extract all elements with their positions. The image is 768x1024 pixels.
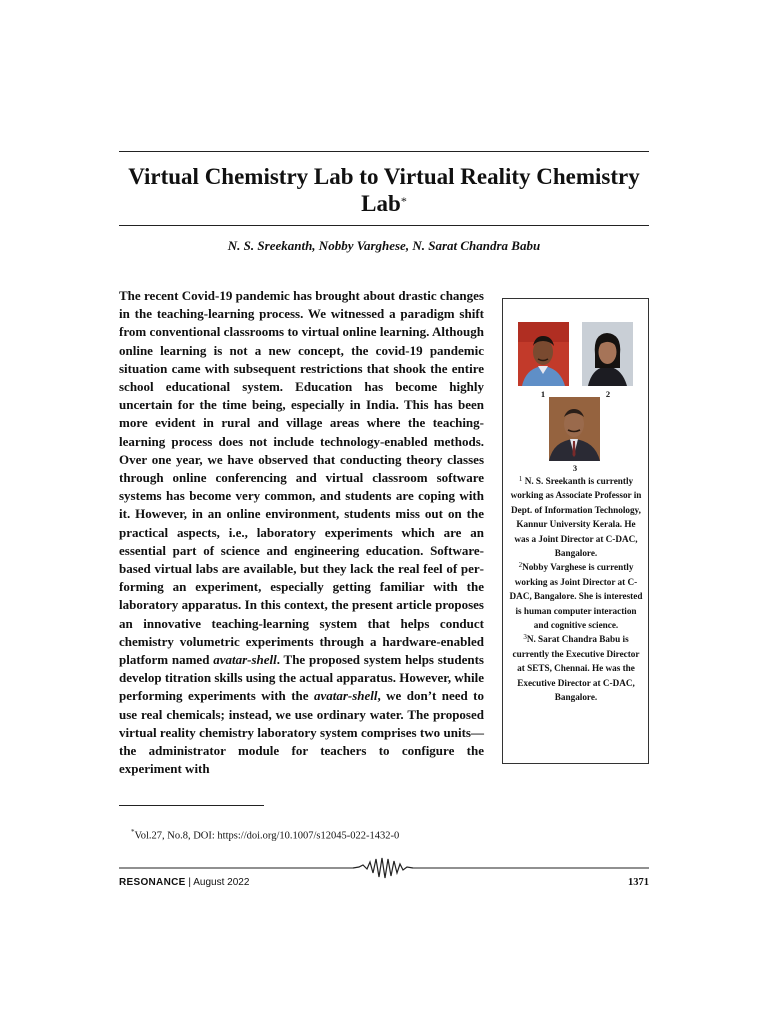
article-title: Virtual Chemistry Lab to Virtual Reality Chemistry Lab* bbox=[128, 164, 640, 216]
title-rule bbox=[119, 225, 649, 226]
body-emphasis-2: avatar-shell bbox=[313, 688, 378, 704]
page-number: 1371 bbox=[628, 877, 649, 888]
photo-label-2: 2 bbox=[605, 389, 611, 399]
author-bio-3: $^3$N. Sarat Chandra Babu is currently the Executive Director at SETS, Chennai. He was the Executive Director at C-DAC, Bangalore. bbox=[512, 633, 640, 703]
footer-separator: | bbox=[188, 877, 191, 888]
body-part-1: The recent Covid-19 pandemic has brought about drastic changes in the teaching-learning process. We witnessed a paradigm shift from conventional classrooms to virtual online learning. Although online learning is not a new concept, the covid-19 pandemic situation came with subsequent restrictions that shook the entire school educational system. Education has become highly uncertain for the time being, especially in India. This has been more evident in rural and village areas where the teaching-learning process does not include technology-enabled methods. Over one year, we have observed that conducting theory classes through online conferencing and virtual classroom software systems has become very common, and students are coping with it. However, in an online environment, students miss out on the practical aspects, i.e., laboratory experiments which are an essential part of science and engineering education. Software-based virtual labs are available, but they lack the real feel of performing an experiment, especially getting familiar with the laboratory apparatus. In this context, the present article proposes an innovative teaching-learning system that helps conduct chemistry volumetric experiments through a hardware-enabled platform named bbox=[119, 288, 484, 668]
footnote-text: Vol.27, No.8, DOI: https://doi.org/10.1007/s12045-022-1432-0 bbox=[134, 830, 400, 842]
title-footnote-mark: * bbox=[400, 194, 407, 208]
author-sidebar bbox=[502, 298, 649, 764]
author-photo-2 bbox=[582, 322, 633, 386]
abstract-text bbox=[119, 287, 484, 778]
journal-issue: August 2022 bbox=[193, 877, 250, 888]
author-photo-1 bbox=[518, 322, 569, 386]
footnote-mark: * bbox=[131, 828, 135, 836]
body-emphasis-1: avatar-shell bbox=[213, 652, 277, 668]
footnote bbox=[131, 828, 399, 842]
body-part-3: , we don’t need to use real chemicals; instead, we use ordinary water. The proposed virtual reality chemistry laboratory system comprises two units—the administrator module for teachers to configure the experiment with bbox=[119, 688, 485, 777]
journal-footer bbox=[119, 877, 249, 888]
photo-label-3: 3 bbox=[572, 463, 578, 473]
author-photo-3 bbox=[549, 397, 600, 461]
author-bio-2: $^2$Nobby Varghese is currently working as Joint Director at C-DAC, Bangalore. She is interested is human computer interaction and cognitive science. bbox=[509, 561, 643, 631]
author-list: N. S. Sreekanth, Nobby Varghese, N. Sarat Chandra Babu bbox=[227, 238, 541, 253]
author-bio-1: $^1$ N. S. Sreekanth is currently working as Associate Professor in Dept. of Information Technology, Kannur University Kerala. He was a Joint Director at C-DAC, Bangalore. bbox=[510, 475, 642, 559]
journal-name: RESONANCE bbox=[119, 877, 186, 888]
top-rule bbox=[119, 151, 649, 152]
body-part-2: . The proposed system helps students develop titration skills using the actual apparatus. However, while performing experiments with the bbox=[119, 652, 484, 704]
footnote-rule bbox=[119, 805, 264, 806]
photo-label-1: 1 bbox=[540, 389, 546, 399]
author-bios bbox=[509, 474, 643, 705]
